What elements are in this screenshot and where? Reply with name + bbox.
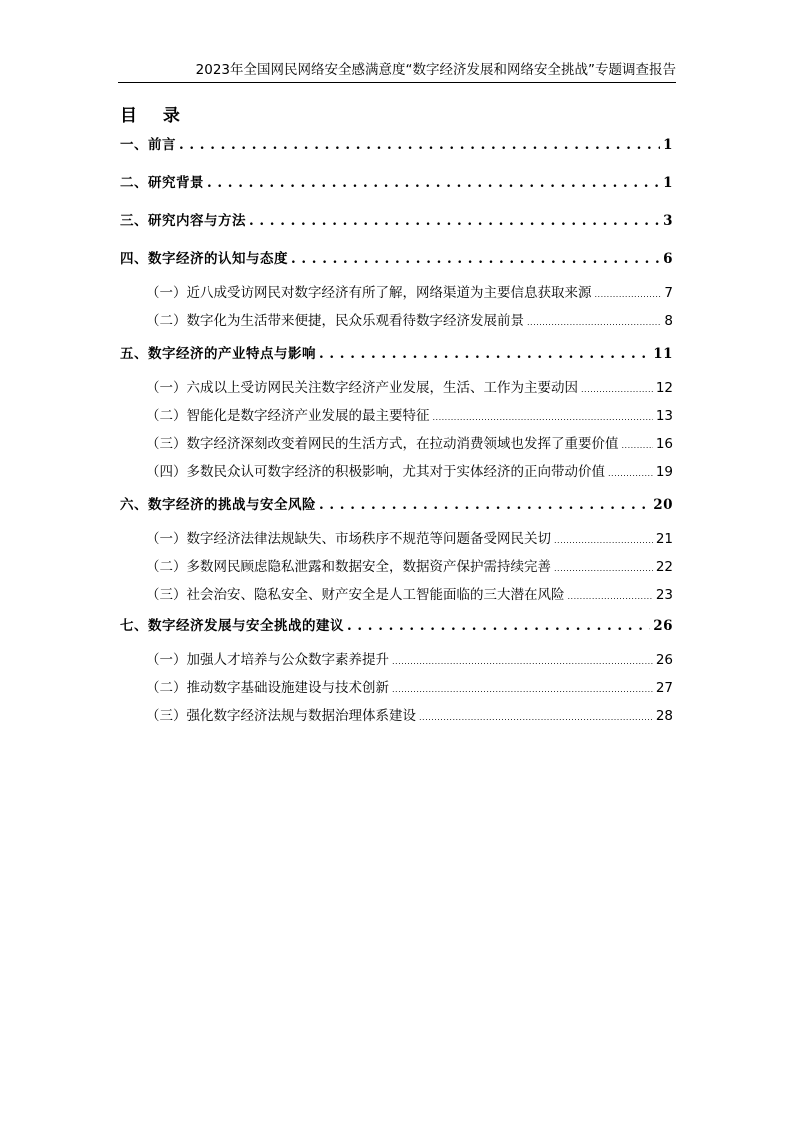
toc-subsection-entry[interactable] [146, 583, 673, 603]
dot-leader [527, 313, 661, 329]
toc-page-number: 21 [655, 531, 673, 547]
dot-leader [392, 652, 653, 668]
toc-entry-label: 七、数字经济发展与安全挑战的建议 [120, 618, 344, 634]
toc-page-number: 19 [655, 464, 673, 480]
dot-leader [207, 175, 660, 191]
toc-page-number: 23 [655, 587, 673, 603]
dot-leader [622, 436, 653, 452]
toc-entry-label: （一）六成以上受访网民关注数字经济产业发展，生活、工作为主要动因 [146, 380, 578, 396]
toc-entry-label: （一）近八成受访网民对数字经济有所了解，网络渠道为主要信息获取来源 [146, 285, 592, 301]
toc-entry-label: 三、研究内容与方法 [120, 213, 246, 229]
toc-subsection-entry[interactable] [146, 676, 673, 696]
toc-section-entry[interactable] [120, 171, 673, 191]
toc-section-entry[interactable] [120, 133, 673, 153]
dot-leader [608, 464, 653, 480]
dot-leader [581, 380, 653, 396]
toc-subsection-entry[interactable] [146, 404, 673, 424]
toc-entry-label: （一）加强人才培养与公众数字素养提升 [146, 652, 389, 668]
dot-leader [554, 531, 653, 547]
toc-entry-label: （一）数字经济法律法规缺失、市场秩序不规范等问题备受网民关切 [146, 531, 551, 547]
toc-page-number: 1 [663, 175, 673, 191]
dot-leader [249, 213, 660, 229]
toc-subsection-entry[interactable] [146, 309, 673, 329]
toc-entry-label: （四）多数民众认可数字经济的积极影响，尤其对于实体经济的正向带动价值 [146, 464, 605, 480]
toc-page-number: 20 [653, 497, 673, 513]
toc-title: 目 录 [120, 106, 190, 126]
toc-page-number: 26 [655, 652, 673, 668]
toc-page-number: 8 [664, 313, 673, 329]
toc-entry-label: （二）推动数字基础设施建设与技术创新 [146, 680, 389, 696]
dot-leader [392, 680, 653, 696]
dot-leader [419, 708, 653, 724]
dot-leader [433, 408, 653, 424]
toc-page-number: 11 [653, 346, 673, 362]
toc-page-number: 13 [655, 408, 673, 424]
toc-section-entry[interactable] [120, 493, 673, 513]
toc-page-number: 12 [655, 380, 673, 396]
dot-leader [291, 251, 660, 267]
toc-entry-label: 五、数字经济的产业特点与影响 [120, 346, 316, 362]
dot-leader [179, 137, 660, 153]
toc-entry-label: （二）数字化为生活带来便捷，民众乐观看待数字经济发展前景 [146, 313, 524, 329]
toc-page-number: 16 [655, 436, 673, 452]
toc-page-number: 28 [655, 708, 673, 724]
toc-subsection-entry[interactable] [146, 281, 673, 301]
toc-entry-label: （三）强化数字经济法规与数据治理体系建设 [146, 708, 416, 724]
dot-leader [554, 559, 653, 575]
toc-subsection-entry[interactable] [146, 704, 673, 724]
dot-leader [319, 346, 650, 362]
page-header [118, 60, 676, 83]
toc-entry-label: 六、数字经济的挑战与安全风险 [120, 497, 316, 513]
toc-entry-label: （三）数字经济深刻改变着网民的生活方式，在拉动消费领域也发挥了重要价值 [146, 436, 619, 452]
toc-entry-label: （三）社会治安、隐私安全、财产安全是人工智能面临的三大潜在风险 [146, 587, 565, 603]
toc-subsection-entry[interactable] [146, 460, 673, 480]
toc-subsection-entry[interactable] [146, 376, 673, 396]
toc-subsection-entry[interactable] [146, 432, 673, 452]
toc-page-number: 22 [655, 559, 673, 575]
dot-leader [319, 497, 650, 513]
toc-subsection-entry[interactable] [146, 648, 673, 668]
toc-section-entry[interactable] [120, 247, 673, 267]
toc-subsection-entry[interactable] [146, 555, 673, 575]
toc-subsection-entry[interactable] [146, 527, 673, 547]
report-title: 2023年全国网民网络安全感满意度“数字经济发展和网络安全挑战”专题调查报告 [195, 62, 676, 78]
toc-entry-label: （二）智能化是数字经济产业发展的最主要特征 [146, 408, 430, 424]
toc-page-number: 26 [653, 618, 673, 634]
toc-section-entry[interactable] [120, 209, 673, 229]
toc-page-number: 27 [655, 680, 673, 696]
toc-entry-label: 一、前言 [120, 137, 176, 153]
toc-page-number: 7 [664, 285, 673, 301]
toc-section-entry[interactable] [120, 342, 673, 362]
toc-entry-label: 二、研究背景 [120, 175, 204, 191]
toc-entry-label: （二）多数网民顾虑隐私泄露和数据安全，数据资产保护需持续完善 [146, 559, 551, 575]
dot-leader [568, 587, 653, 603]
toc-section-entry[interactable] [120, 614, 673, 634]
toc-page-number: 6 [663, 251, 673, 267]
dot-leader [595, 285, 662, 301]
dot-leader [347, 618, 650, 634]
toc-page-number: 3 [663, 213, 673, 229]
toc-entry-label: 四、数字经济的认知与态度 [120, 251, 288, 267]
toc-page-number: 1 [663, 137, 673, 153]
